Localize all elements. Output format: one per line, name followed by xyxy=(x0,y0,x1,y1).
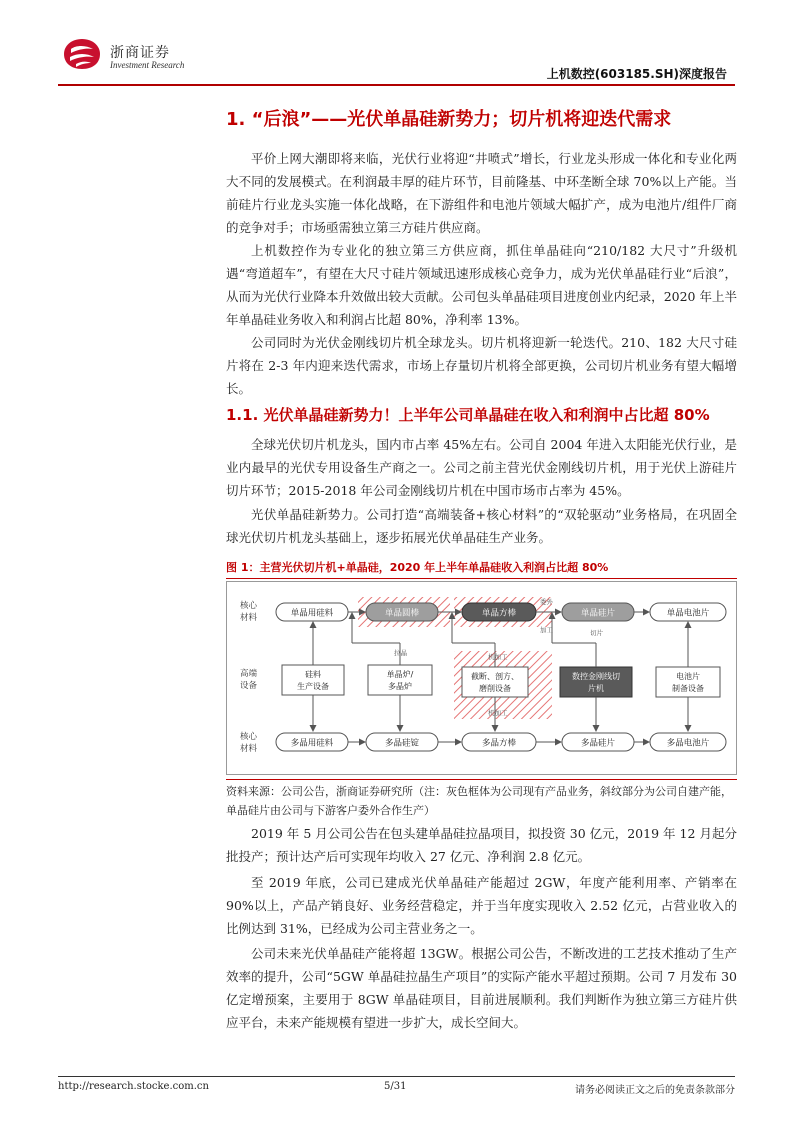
figure-source-note: 资料来源：公司公告，浙商证券研究所（注：灰色框体为公司现有产品业务，斜纹部分为公司自建产能，单晶硅片由公司与下游客户委外合作生产） xyxy=(226,779,737,820)
paragraph: 公司同时为光伏金刚线切片机全球龙头。切片机将迎新一轮迭代。210、182 大尺寸硅片将在 2-3 年内迎来迭代需求，市场上存量切片机将全部更换，公司切片机业务有望大幅增长。 xyxy=(226,335,737,396)
svg-text:材料: 材料 xyxy=(240,613,258,623)
paragraph: 2019 年 5 月公司公告在包头建单晶硅拉晶项目，拟投资 30 亿元，2019 年 12 月起分批投产；预计达产后可实现年均收入 27 亿元、净利润 2.8 亿元。 xyxy=(226,826,737,864)
paragraph: 公司未来光伏单晶硅产能将超 13GW。根据公司公告，不断改进的工艺技术推动了生产效率的提升，公司“5GW 单晶硅拉晶生产项目”的实际产能水平超过预期。公司 7 月发布 30 亿定增预案，主要用于 8GW 单晶硅项目，目前进展顺利。我们判断作为独立第三方硅片供应平台，未来产能规模有望进一步扩大，成长空间大。 xyxy=(226,946,737,1030)
svg-text:核心: 核心 xyxy=(240,601,258,611)
node-label: 单晶硅片 xyxy=(580,608,616,619)
section-title: 1. “后浪”——光伏单晶硅新势力；切片机将迎迭代需求 xyxy=(226,109,672,130)
paragraph: 平价上网大潮即将来临，光伏行业将迎“井喷式”增长，行业龙头形成一体化和专业化两大不同的发展模式。在利润最丰厚的硅片环节，目前隆基、中环垄断全球 70%以上产能。当前硅片行业龙头实施一体化战略，在下游组件和电池片领域大幅扩产，成为电池片/组件厂商的竞争对手；市场亟需独立第三方硅片供应商。 xyxy=(226,151,737,235)
paragraph: 全球光伏切片机龙头，国内市占率 45%左右。公司自 2004 年进入太阳能光伏行业，是业内最早的光伏专用设备生产商之一。公司之前主营光伏金刚线切片机，用于光伏上游硅片切片环节；2015-2018 年公司金刚线切片机在中国市场市占率为 45%。 xyxy=(226,437,737,498)
node-label: 单晶方棒 xyxy=(481,608,517,619)
node-label: 多晶硅锭 xyxy=(384,738,420,749)
broker-logo-icon xyxy=(62,37,102,71)
business-flow-diagram xyxy=(226,581,737,775)
arrow-label: 委外 xyxy=(540,598,553,606)
node-label: 截断、剖方、 xyxy=(471,672,519,681)
node-label: 多晶电池片 xyxy=(666,738,710,749)
paragraph: 至 2019 年底，公司已建成光伏单晶硅产能超过 2GW，年度产能利用率、产销率在 90%以上，产品产销良好、业务经营稳定，并于当年度实现收入 2.52 亿元，占营业收入的比例达到 31%，已经成为公司主营业务之一。 xyxy=(226,875,737,936)
svg-text:材料: 材料 xyxy=(240,744,258,754)
svg-text:高端: 高端 xyxy=(240,669,258,679)
node-label: 单晶用硅料 xyxy=(290,608,334,619)
broker-name-en: Investment Research xyxy=(110,60,185,70)
node-label: 数控金刚线切 xyxy=(572,672,620,681)
arrow-label: 切片 xyxy=(590,629,603,637)
node-label: 生产设备 xyxy=(297,682,329,691)
broker-name: 浙商证券 xyxy=(110,45,170,61)
arrow-label: 加工 xyxy=(540,626,553,634)
paragraph: 上机数控作为专业化的独立第三方供应商，抓住单晶硅向“210/182 大尺寸”升级机遇“弯道超车”，有望在大尺寸硅片领域迅速形成核心竞争力，成为光伏单晶硅行业“后浪”，从而为光伏行业降本升效做出较大贡献。公司包头单晶硅项目进度创业内纪录，2020 年上半年单晶硅业务收入和利润占比超 80%，净利率 13%。 xyxy=(226,243,737,327)
node-label: 片机 xyxy=(588,684,604,693)
header-divider xyxy=(58,84,735,86)
arrow-label: 拉晶 xyxy=(394,649,407,657)
report-title: 上机数控(603185.SH)深度报告 xyxy=(546,67,727,81)
svg-text:设备: 设备 xyxy=(240,681,258,691)
node-label: 磨削设备 xyxy=(479,684,511,693)
node-label: 多晶用硅料 xyxy=(290,738,334,749)
footer-website-link[interactable]: http://research.stocke.com.cn xyxy=(58,1081,209,1092)
paragraph: 光伏单晶硅新势力。公司打造“高端装备+核心材料”的“双轮驱动”业务格局，在巩固全球光伏切片机龙头基础上，逐步拓展光伏单晶硅生产业务。 xyxy=(226,507,737,545)
footer-disclaimer: 请务必阅读正文之后的免责条款部分 xyxy=(575,1085,735,1096)
node-label: 电池片 xyxy=(676,672,700,681)
node-label: 多晶炉 xyxy=(388,682,412,691)
node-label: 单晶圆棒 xyxy=(384,608,420,619)
subsection-title: 1.1. 光伏单晶硅新势力！上半年公司单晶硅在收入和利润中占比超 80% xyxy=(226,406,710,424)
node-label: 制备设备 xyxy=(672,684,704,693)
node-label: 多晶方棒 xyxy=(481,738,517,749)
node-label: 硅料 xyxy=(305,670,321,679)
node-label: 单晶炉/ xyxy=(386,670,414,679)
arrow-label: 机加工 xyxy=(488,653,508,661)
figure-caption: 图 1：主营光伏切片机+单晶硅，2020 年上半年单晶硅收入利润占比超 80% xyxy=(226,559,737,579)
footer-divider xyxy=(58,1076,735,1077)
node-label: 单晶电池片 xyxy=(666,608,710,619)
node-label: 多晶硅片 xyxy=(580,738,616,749)
svg-text:核心: 核心 xyxy=(240,732,258,742)
arrow-label: 机加工 xyxy=(488,709,508,717)
page-number: 5/31 xyxy=(384,1081,407,1092)
